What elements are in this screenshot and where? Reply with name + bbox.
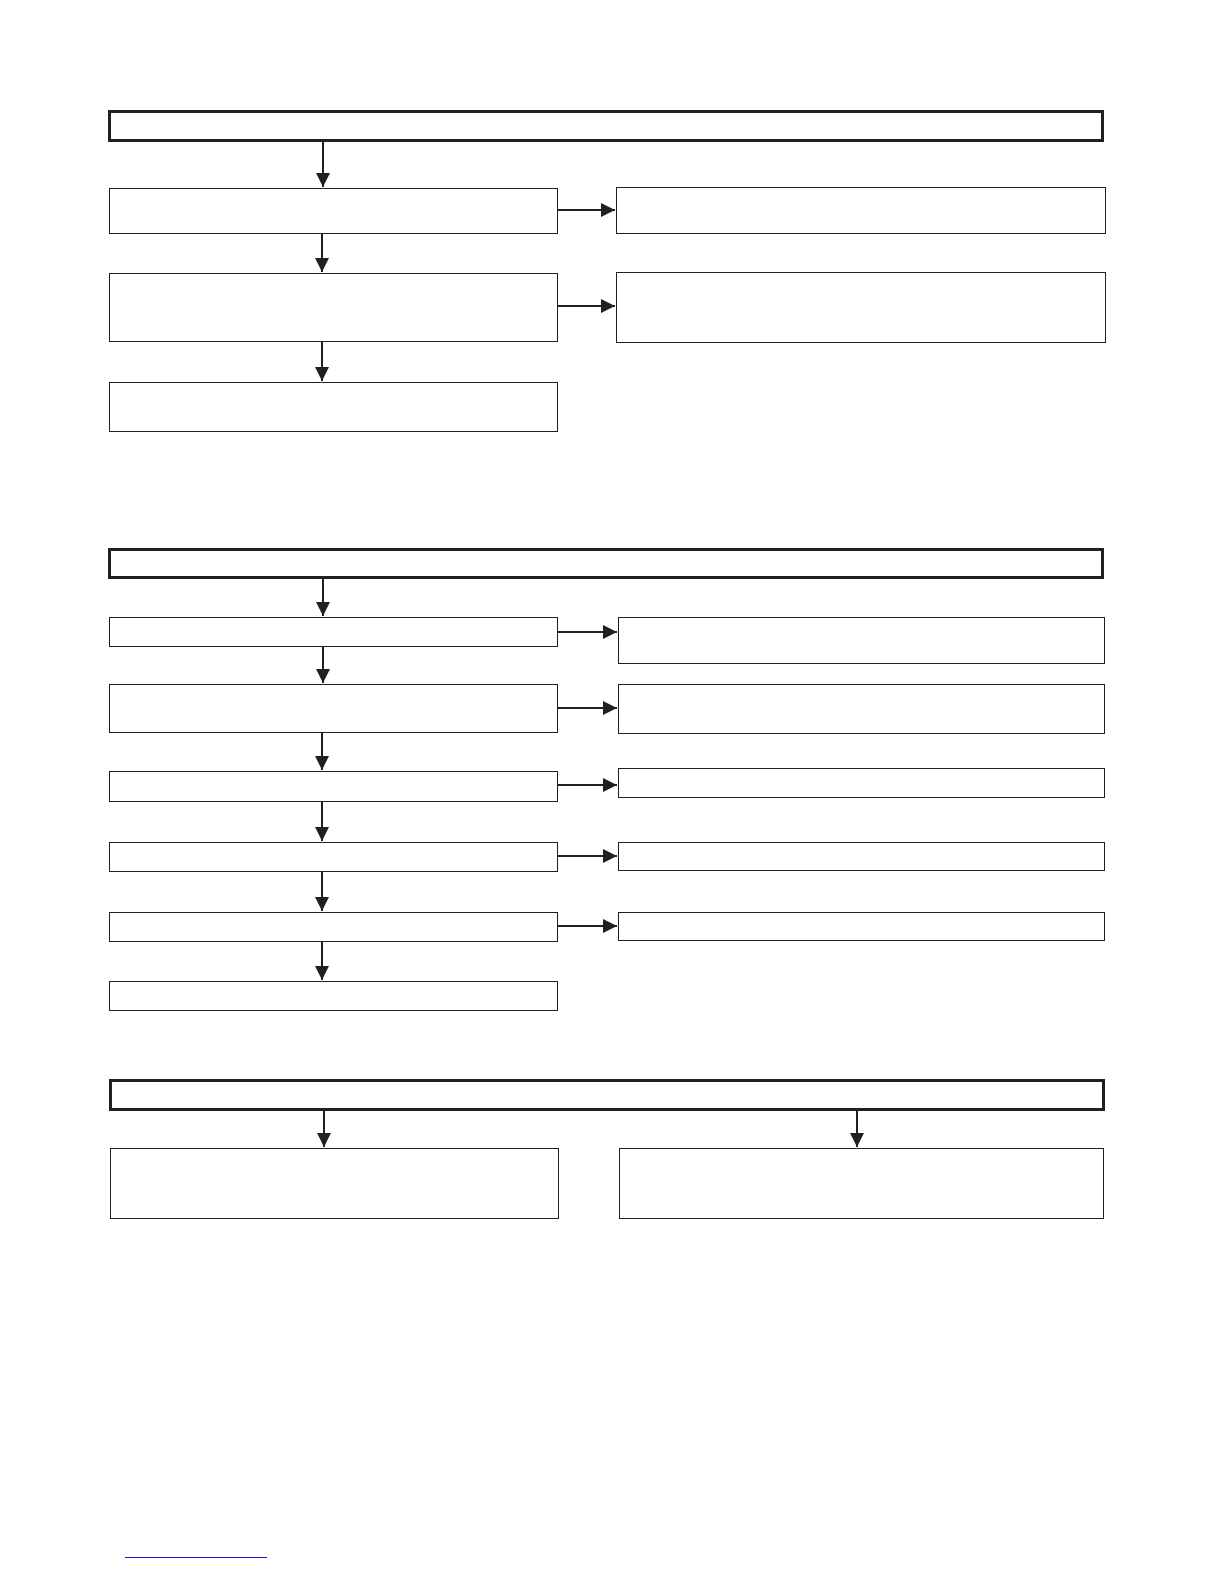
footer-link-underline[interactable] <box>125 1557 267 1558</box>
